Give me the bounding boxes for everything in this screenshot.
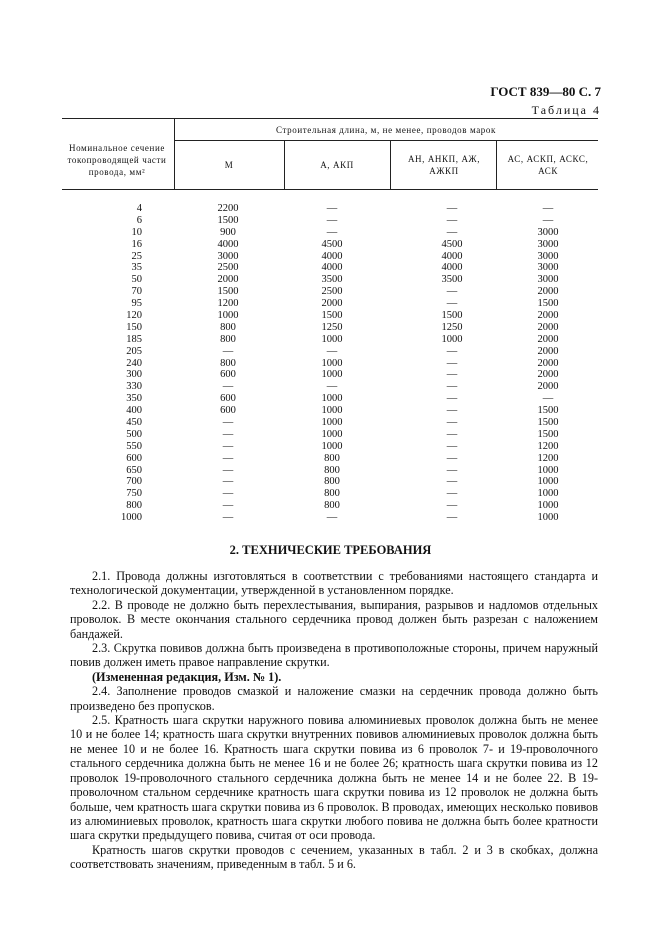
table-cell: 4 [136, 203, 142, 214]
table-cell: — [446, 464, 458, 476]
table-row [62, 358, 598, 370]
table-cell: 350 [126, 393, 142, 405]
table-row [62, 334, 598, 346]
table-cell: 2000 [537, 321, 559, 333]
table-cell: — [446, 476, 458, 488]
table-cell: 3000 [217, 250, 239, 262]
table-row [62, 310, 598, 322]
table-cell: — [446, 512, 458, 524]
paragraph: Кратность шагов скрутки проводов с сечением, указанных в табл. 2 и 3 в скобках, должна соответствовать значениям, приведенным в табл. 5 и 6. [70, 842, 598, 872]
table-cell: 900 [220, 226, 236, 238]
table-cell: — [222, 381, 234, 393]
table-cell: 4500 [441, 238, 463, 250]
table-cell: 800 [324, 476, 340, 488]
table-cell: — [542, 203, 554, 214]
table-cell: — [446, 369, 458, 381]
table-cell: — [446, 428, 458, 440]
paragraph: 2.5. Кратность шага скрутки наружного повива алюминиевых проволок должна быть не менее 10 и не более 14; кратность шага скрутки внутренних повивов алюминиевых проволок должна быть не менее 10 и не более 16. Кратность шага скрутки повива из 6 проволок 7- и 19-проволочного стального сердечника должна быть не менее 16 и не более 26; кратность шага скрутки повива из 12 проволок 19-проволочного стального сердечника должна быть не менее 14 и не более 22. В 19-проволочном стальном сердечнике кратность шага скрутки повива из 12 проволок не должна быть больше, чем кратность шага скрутки повива из 6 проволок. В проводах, имеющих несколько повивов из алюминиевых проволок, кратность шага скрутки любого повива не должна быть более кратности шага скрутки предыдущего повива, считая от оси провода. [70, 713, 598, 843]
col-divider [390, 140, 391, 189]
table-cell: 1500 [537, 428, 559, 440]
table-cell: 400 [126, 405, 142, 417]
table-cell: — [222, 476, 234, 488]
table-cell: 1200 [537, 452, 559, 464]
table-cell: 1000 [537, 512, 559, 524]
table-cell: 450 [126, 417, 142, 429]
table-cell: 800 [324, 464, 340, 476]
table-row [62, 251, 598, 263]
table-cell: 1000 [321, 369, 343, 381]
amendment-note: (Измененная редакция, Изм. № 1). [92, 669, 282, 684]
table-cell: 4500 [321, 238, 343, 250]
col-header-m: М [224, 160, 234, 170]
table-cell: — [446, 417, 458, 429]
table-cell: 2500 [321, 286, 343, 298]
table-row [62, 405, 598, 417]
table-row [62, 298, 598, 310]
table-cell: 2000 [537, 357, 559, 369]
table-cell: 70 [131, 286, 142, 298]
table-row [62, 274, 598, 286]
table-row [62, 322, 598, 334]
table-cell: — [222, 345, 234, 357]
table-cell: — [326, 381, 338, 393]
table-cell: — [222, 440, 234, 452]
table-cell: 25 [131, 250, 142, 262]
table-cell: 3000 [537, 274, 559, 286]
table-cell: — [222, 452, 234, 464]
table-row [62, 215, 598, 227]
paragraph: 2.4. Заполнение проводов смазкой и наложение смазки на сердечник провода должно быть произведено без пропусков. [70, 684, 598, 713]
table-cell: — [446, 357, 458, 369]
table-row [62, 465, 598, 477]
table-cell: 10 [131, 226, 142, 238]
paragraph: 2.1. Провода должны изготовляться в соответствии с требованиями настоящего стандарта и технологической документации, утвержденной в установленном порядке. [70, 569, 598, 598]
table-cell: — [222, 512, 234, 524]
table-cell: 1500 [217, 286, 239, 298]
paragraph: 2.2. В проводе не должно быть перехлестывания, выпирания, разрывов и надломов отдельных проволок. В месте окончания стального сердечника провод должен быть разрезан с наложением бандажей. [70, 597, 598, 641]
table-row [62, 239, 598, 251]
table-cell: 4000 [321, 250, 343, 262]
paragraph: 2.3. Скрутка повивов должна быть произведена в противоположные стороны, причем наружный повив должен иметь правое направление скрутки. [70, 641, 598, 670]
table-caption: Таблица 4 [531, 103, 601, 117]
table-body [62, 203, 598, 524]
page-header: ГОСТ 839—80 С. 7 [490, 84, 601, 99]
table-row [62, 203, 598, 215]
table-cell: — [446, 226, 458, 238]
col-header-as: АС, АСКП, АСКС, АСК [507, 154, 589, 176]
table-cell: 2000 [217, 274, 239, 286]
table-cell: 650 [126, 464, 142, 476]
table-row [62, 369, 598, 381]
table-cell: 1200 [537, 440, 559, 452]
table-cell: 1000 [537, 464, 559, 476]
table-cell: — [326, 203, 338, 214]
table-cell: — [446, 452, 458, 464]
table-cell: — [326, 226, 338, 238]
table-cell: 800 [220, 321, 236, 333]
table-cell: 3000 [537, 226, 559, 238]
table-row [62, 417, 598, 429]
table-cell: 600 [220, 393, 236, 405]
table-row [62, 441, 598, 453]
table-cell: 1000 [217, 310, 239, 322]
table-cell: 1250 [441, 321, 463, 333]
table-cell: 1000 [537, 476, 559, 488]
table-cell: 300 [126, 369, 142, 381]
table-cell: 1500 [217, 214, 239, 226]
table-cell: 35 [131, 262, 142, 274]
table-row [62, 476, 598, 488]
table-cell: 500 [126, 428, 142, 440]
table-row [62, 488, 598, 500]
table-cell: 2000 [537, 381, 559, 393]
table-cell: 2500 [217, 262, 239, 274]
table-cell: 2000 [537, 333, 559, 345]
table-cell: 2000 [537, 369, 559, 381]
table-cell: 1200 [217, 298, 239, 310]
col-header-section: Номинальное сечение токопроводящей части провода, мм² [67, 143, 167, 177]
table-cell: — [222, 488, 234, 500]
group-header-rule [174, 140, 598, 141]
table-cell: 1250 [321, 321, 343, 333]
table-cell: 800 [220, 357, 236, 369]
table-cell: 4000 [217, 238, 239, 250]
table-cell: 1500 [537, 298, 559, 310]
table-cell: 1000 [441, 333, 463, 345]
table-cell: 1000 [321, 417, 343, 429]
table-cell: 1000 [121, 512, 142, 524]
table-cell: 1000 [537, 500, 559, 512]
table-cell: — [222, 428, 234, 440]
table-cell: — [446, 214, 458, 226]
table-cell: 1000 [321, 405, 343, 417]
table-cell: 600 [126, 452, 142, 464]
table-cell: — [446, 203, 458, 214]
table-cell: 750 [126, 488, 142, 500]
table-cell: — [446, 393, 458, 405]
table-cell: — [542, 214, 554, 226]
table-cell: 800 [324, 488, 340, 500]
col-header-an: АН, АНКП, АЖ, АЖКП [407, 154, 481, 176]
table-cell: 1000 [321, 393, 343, 405]
table-cell: 1000 [537, 488, 559, 500]
table-cell: 205 [126, 345, 142, 357]
table-cell: 1000 [321, 440, 343, 452]
table-cell: — [326, 512, 338, 524]
table-cell: 1000 [321, 428, 343, 440]
table-row [62, 500, 598, 512]
body-text [70, 569, 598, 872]
table-row [62, 512, 598, 524]
col-header-a: А, АКП [320, 160, 354, 170]
table-cell: — [446, 488, 458, 500]
table-cell: — [222, 500, 234, 512]
table-cell: 2000 [537, 310, 559, 322]
table-cell: 185 [126, 333, 142, 345]
table-cell: 95 [131, 298, 142, 310]
table-row [62, 393, 598, 405]
table-cell: 1500 [321, 310, 343, 322]
table-cell: 330 [126, 381, 142, 393]
table-cell: — [446, 286, 458, 298]
table-cell: 2000 [321, 298, 343, 310]
table-cell: 4000 [441, 250, 463, 262]
table-row [62, 381, 598, 393]
table-cell: 240 [126, 357, 142, 369]
col-divider [496, 140, 497, 189]
table-cell: 550 [126, 440, 142, 452]
table-cell: — [446, 381, 458, 393]
table-cell: 3000 [537, 238, 559, 250]
table-row [62, 262, 598, 274]
table-cell: 1500 [441, 310, 463, 322]
section-title: 2. ТЕХНИЧЕСКИЕ ТРЕБОВАНИЯ [229, 543, 432, 557]
table-cell: 2200 [217, 203, 239, 214]
table-cell: — [446, 298, 458, 310]
table-top-rule [62, 118, 598, 119]
header-bottom-rule [62, 189, 598, 190]
table-cell: 3500 [321, 274, 343, 286]
table-cell: 800 [324, 500, 340, 512]
table-cell: 1000 [321, 333, 343, 345]
table-cell: — [326, 214, 338, 226]
table-cell: 800 [126, 500, 142, 512]
table-cell: 6 [136, 214, 142, 226]
table-cell: — [446, 345, 458, 357]
table-cell: 700 [126, 476, 142, 488]
table-row [62, 286, 598, 298]
group-header: Строительная длина, м, не менее, проводов марок [276, 125, 496, 135]
table-cell: 2000 [537, 286, 559, 298]
table-cell: — [446, 405, 458, 417]
table-cell: 3500 [441, 274, 463, 286]
table-cell: — [326, 345, 338, 357]
table-cell: 1000 [321, 357, 343, 369]
table-cell: — [446, 500, 458, 512]
table-cell: — [222, 464, 234, 476]
table-cell: 3000 [537, 250, 559, 262]
table-cell: 1500 [537, 417, 559, 429]
table-cell: — [446, 440, 458, 452]
table-cell: 800 [324, 452, 340, 464]
table-cell: 1500 [537, 405, 559, 417]
table-cell: 800 [220, 333, 236, 345]
table-cell: 600 [220, 369, 236, 381]
table-cell: 50 [131, 274, 142, 286]
table-row [62, 346, 598, 358]
table-cell: 3000 [537, 262, 559, 274]
table-cell: 120 [126, 310, 142, 322]
table-cell: 16 [131, 238, 142, 250]
table-row [62, 227, 598, 239]
table-cell: 4000 [321, 262, 343, 274]
table-cell: 150 [126, 321, 142, 333]
table-cell: 2000 [537, 345, 559, 357]
table-cell: 4000 [441, 262, 463, 274]
table-row [62, 453, 598, 465]
table-cell: — [222, 417, 234, 429]
table-cell: — [542, 393, 554, 405]
table-row [62, 429, 598, 441]
table-cell: 600 [220, 405, 236, 417]
